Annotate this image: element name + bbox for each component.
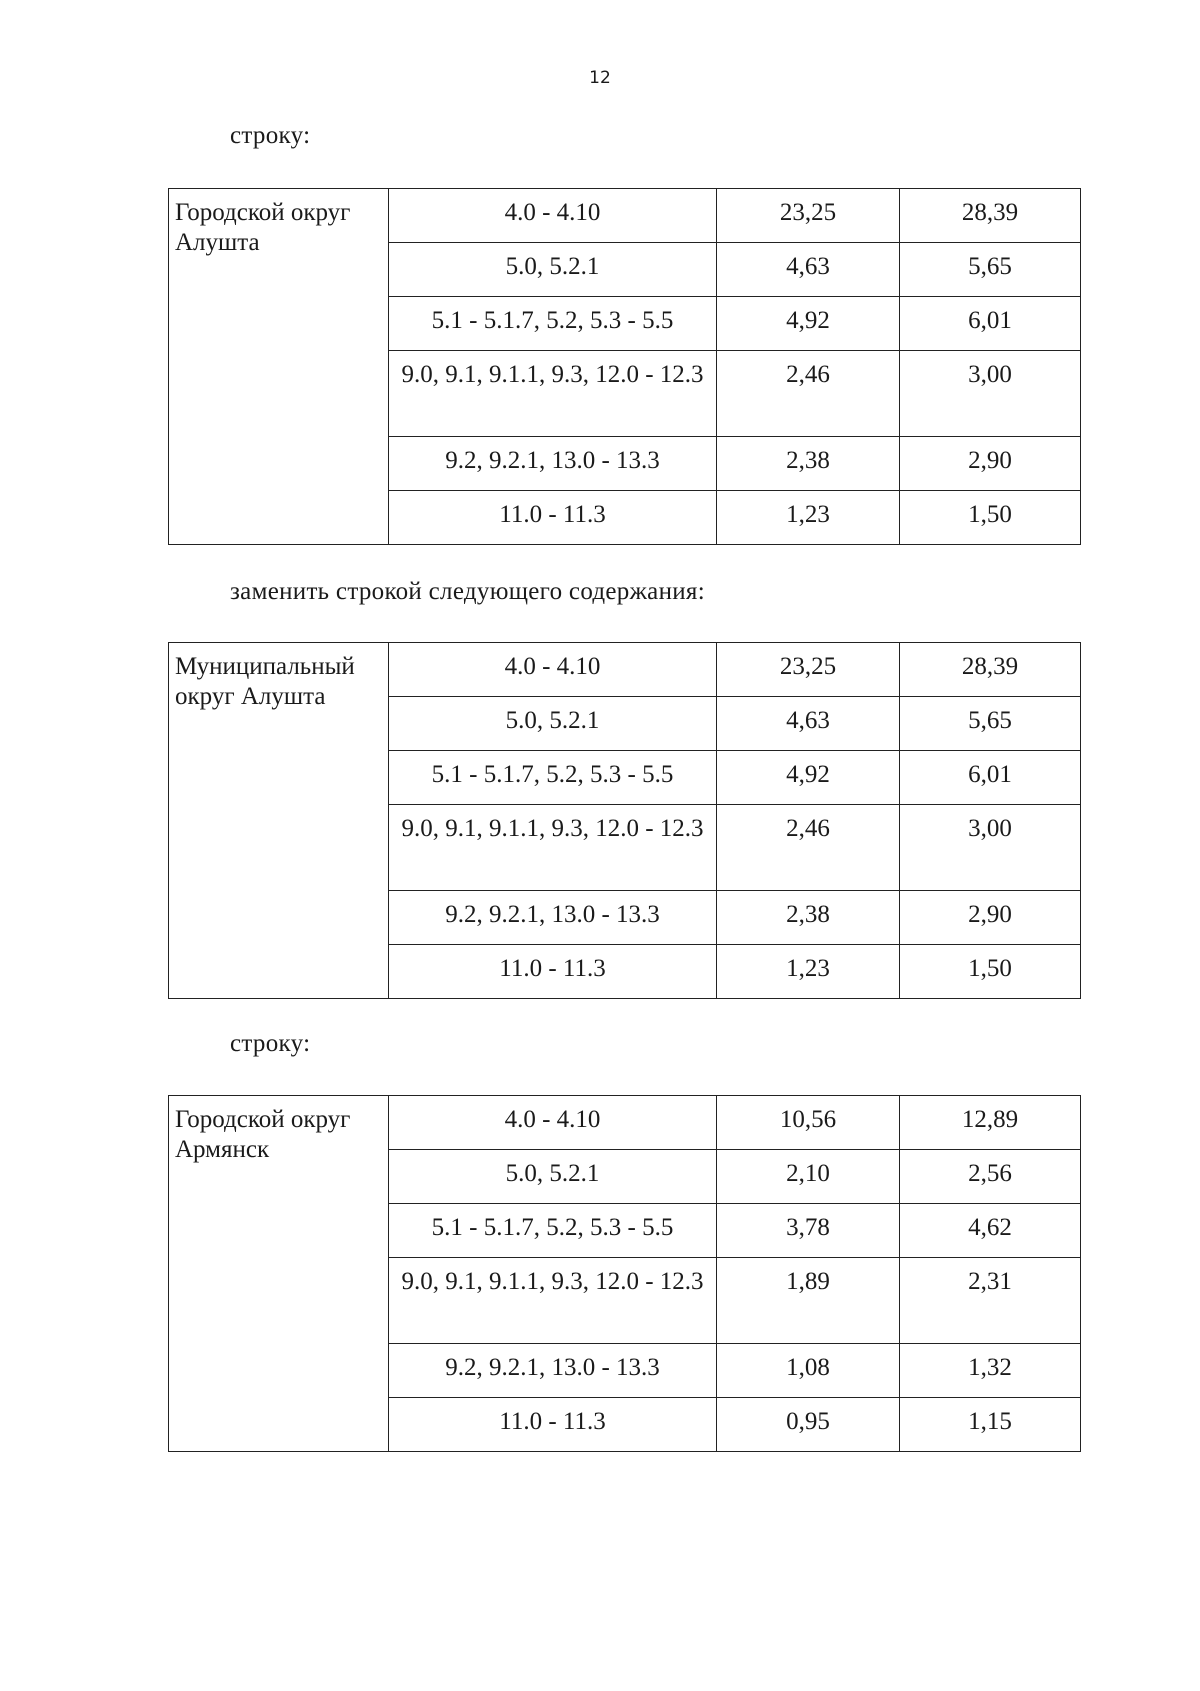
paragraph-row-label-2: строку: [230, 1030, 311, 1057]
code-cell: 11.0 - 11.3 [389, 491, 717, 545]
paragraph-replace-instruction: заменить строкой следующего содержания: [230, 578, 705, 605]
value-cell: 23,25 [717, 189, 900, 243]
table-armyansk-old [168, 1095, 1081, 1452]
value-cell: 2,10 [717, 1150, 900, 1204]
value-cell: 12,89 [900, 1096, 1081, 1150]
code-cell: 5.0, 5.2.1 [389, 243, 717, 297]
code-cell: 9.0, 9.1, 9.1.1, 9.3, 12.0 - 12.3 [389, 805, 717, 891]
value-cell: 28,39 [900, 189, 1081, 243]
paragraph-row-label: строку: [230, 122, 311, 149]
value-cell: 0,95 [717, 1398, 900, 1452]
code-cell: 9.0, 9.1, 9.1.1, 9.3, 12.0 - 12.3 [389, 1258, 717, 1344]
value-cell: 2,90 [900, 437, 1081, 491]
value-cell: 4,92 [717, 751, 900, 805]
code-cell: 4.0 - 4.10 [389, 643, 717, 697]
value-cell: 23,25 [717, 643, 900, 697]
table-row [169, 189, 1081, 243]
page-number: 12 [589, 68, 611, 88]
value-cell: 6,01 [900, 297, 1081, 351]
region-cell: Городской округ Армянск [169, 1096, 389, 1452]
value-cell: 4,63 [717, 243, 900, 297]
value-cell: 1,23 [717, 945, 900, 999]
table-alushta-old [168, 188, 1081, 545]
region-cell: Муниципальный округ Алушта [169, 643, 389, 999]
value-cell: 2,90 [900, 891, 1081, 945]
value-cell: 4,92 [717, 297, 900, 351]
value-cell: 1,50 [900, 945, 1081, 999]
table-alushta-new [168, 642, 1081, 999]
value-cell: 4,62 [900, 1204, 1081, 1258]
value-cell: 3,00 [900, 805, 1081, 891]
code-cell: 5.1 - 5.1.7, 5.2, 5.3 - 5.5 [389, 1204, 717, 1258]
value-cell: 5,65 [900, 243, 1081, 297]
value-cell: 1,08 [717, 1344, 900, 1398]
value-cell: 2,46 [717, 351, 900, 437]
value-cell: 3,78 [717, 1204, 900, 1258]
value-cell: 1,89 [717, 1258, 900, 1344]
code-cell: 4.0 - 4.10 [389, 1096, 717, 1150]
value-cell: 5,65 [900, 697, 1081, 751]
value-cell: 28,39 [900, 643, 1081, 697]
value-cell: 1,23 [717, 491, 900, 545]
value-cell: 1,50 [900, 491, 1081, 545]
value-cell: 2,46 [717, 805, 900, 891]
code-cell: 9.2, 9.2.1, 13.0 - 13.3 [389, 891, 717, 945]
value-cell: 6,01 [900, 751, 1081, 805]
value-cell: 2,56 [900, 1150, 1081, 1204]
value-cell: 1,15 [900, 1398, 1081, 1452]
code-cell: 9.2, 9.2.1, 13.0 - 13.3 [389, 1344, 717, 1398]
value-cell: 2,38 [717, 891, 900, 945]
value-cell: 2,38 [717, 437, 900, 491]
region-cell: Городской округ Алушта [169, 189, 389, 545]
code-cell: 9.0, 9.1, 9.1.1, 9.3, 12.0 - 12.3 [389, 351, 717, 437]
code-cell: 5.1 - 5.1.7, 5.2, 5.3 - 5.5 [389, 751, 717, 805]
code-cell: 5.1 - 5.1.7, 5.2, 5.3 - 5.5 [389, 297, 717, 351]
table-row [169, 643, 1081, 697]
value-cell: 1,32 [900, 1344, 1081, 1398]
code-cell: 4.0 - 4.10 [389, 189, 717, 243]
value-cell: 10,56 [717, 1096, 900, 1150]
code-cell: 5.0, 5.2.1 [389, 697, 717, 751]
code-cell: 11.0 - 11.3 [389, 945, 717, 999]
code-cell: 5.0, 5.2.1 [389, 1150, 717, 1204]
code-cell: 9.2, 9.2.1, 13.0 - 13.3 [389, 437, 717, 491]
table-row [169, 1096, 1081, 1150]
code-cell: 11.0 - 11.3 [389, 1398, 717, 1452]
value-cell: 2,31 [900, 1258, 1081, 1344]
value-cell: 4,63 [717, 697, 900, 751]
value-cell: 3,00 [900, 351, 1081, 437]
